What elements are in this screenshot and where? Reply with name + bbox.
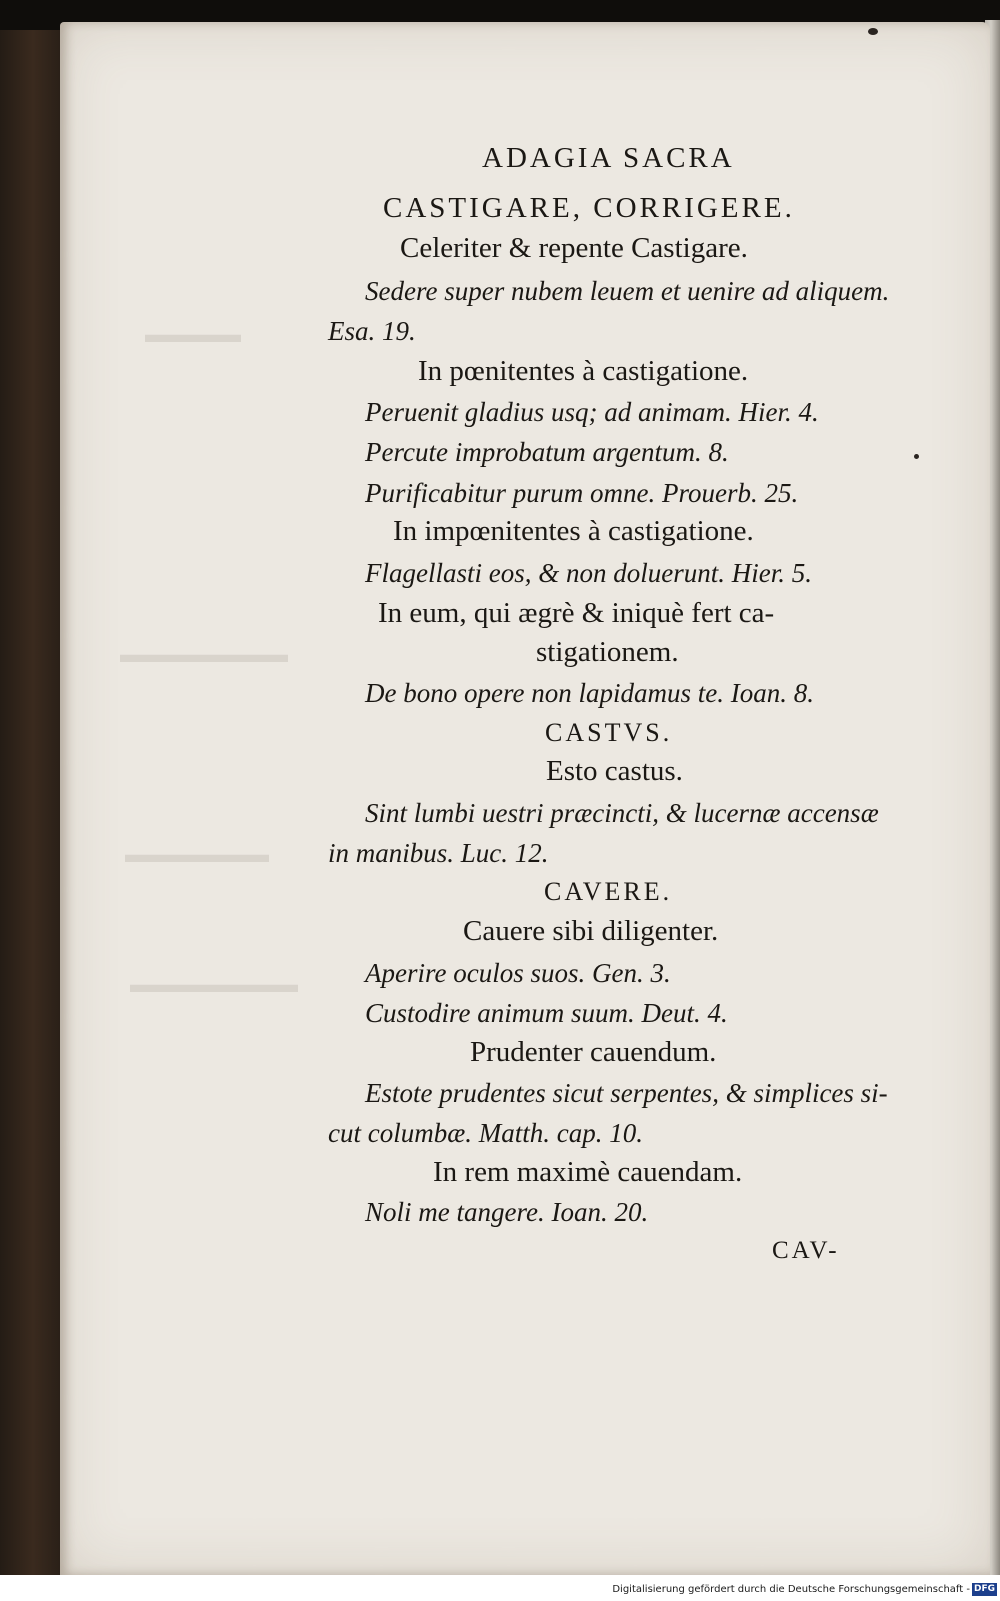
subheading: In eum, qui ægrè & iniquè fert ca- bbox=[378, 597, 775, 629]
text-line: in manibus. Luc. 12. bbox=[328, 838, 549, 868]
dfg-logo: DFG bbox=[973, 1584, 995, 1594]
subheading: Celeriter & repente Castigare. bbox=[400, 232, 748, 264]
subheading: In impœnitentes à castigatione. bbox=[393, 515, 754, 547]
show-through-mark: ▬▬▬▬▬▬ bbox=[125, 842, 269, 868]
text-line: Noli me tangere. Ioan. 20. bbox=[365, 1197, 649, 1227]
subheading: In rem maximè cauendam. bbox=[433, 1156, 743, 1188]
text-line: De bono opere non lapidamus te. Ioan. 8. bbox=[365, 678, 814, 708]
section-heading: CASTIGARE, CORRIGERE. bbox=[383, 192, 795, 224]
ink-spot bbox=[914, 454, 919, 459]
show-through-mark: ▬▬▬▬ bbox=[145, 322, 241, 348]
text-line: cut columbæ. Matth. cap. 10. bbox=[328, 1118, 643, 1148]
subheading: Cauere sibi diligenter. bbox=[463, 915, 719, 947]
show-through-mark: ▬▬▬▬▬▬▬ bbox=[120, 642, 288, 668]
text-line: Purificabitur purum omne. Prouerb. 25. bbox=[365, 478, 799, 508]
ink-spot bbox=[868, 28, 878, 35]
book-spine-edge bbox=[0, 30, 60, 1575]
catchword: CAV- bbox=[772, 1237, 840, 1264]
section-heading: CAVERE. bbox=[544, 877, 673, 906]
text-line: Peruenit gladius usq; ad animam. Hier. 4. bbox=[365, 397, 819, 427]
digitization-credit: Digitalisierung gefördert durch die Deutsche Forschungsgemeinschaft - bbox=[612, 1584, 970, 1595]
text-line: Percute improbatum argentum. 8. bbox=[365, 437, 729, 467]
section-heading: CASTVS. bbox=[545, 718, 673, 747]
text-line: Aperire oculos suos. Gen. 3. bbox=[365, 958, 671, 988]
text-line: Esa. 19. bbox=[328, 316, 416, 346]
text-line: Custodire animum suum. Deut. 4. bbox=[365, 998, 728, 1028]
running-head: ADAGIA SACRA bbox=[482, 142, 735, 174]
subheading: In pœnitentes à castigatione. bbox=[418, 355, 749, 387]
show-through-mark: ▬▬▬▬▬▬▬ bbox=[130, 972, 298, 998]
text-line: Sint lumbi uestri præcincti, & lucernæ accensæ bbox=[365, 798, 879, 828]
subheading: Prudenter cauendum. bbox=[470, 1036, 717, 1068]
text-line: Flagellasti eos, & non doluerunt. Hier. 5. bbox=[365, 558, 812, 588]
text-line: Estote prudentes sicut serpentes, & simplices si- bbox=[365, 1078, 888, 1108]
subheading: Esto castus. bbox=[546, 755, 683, 787]
subheading: stigationem. bbox=[536, 636, 679, 668]
text-line: Sedere super nubem leuem et uenire ad aliquem. bbox=[365, 276, 890, 306]
book-page bbox=[60, 22, 990, 1575]
